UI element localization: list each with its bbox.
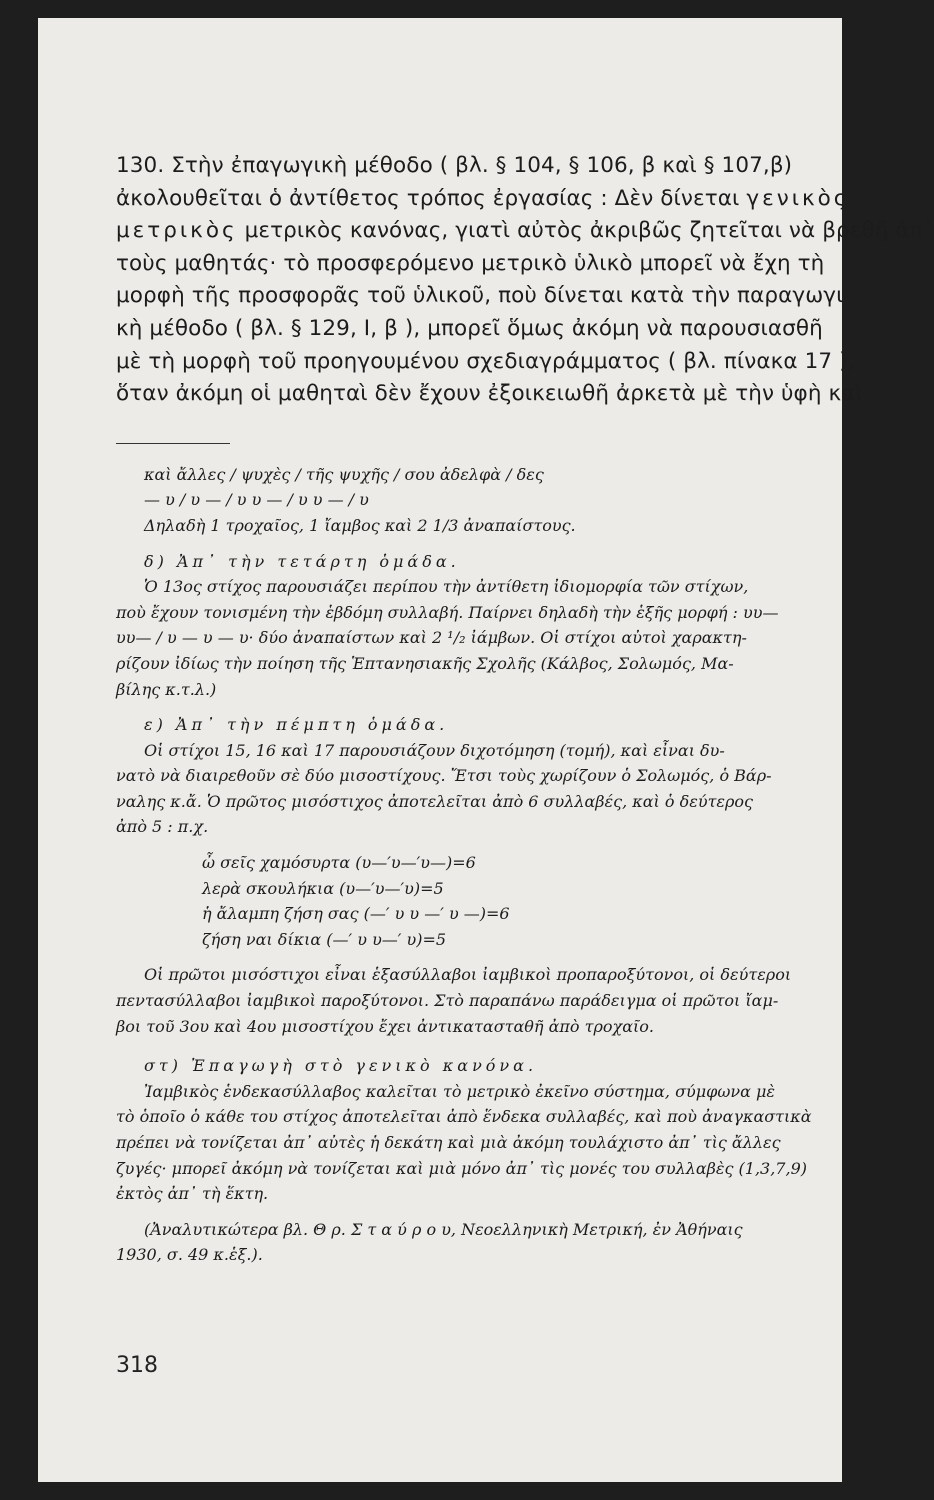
section-heading: στ) Ἐπαγωγὴ στὸ γενικὸ κανόνα. — [144, 1056, 538, 1076]
page-number: 318 — [116, 1353, 158, 1378]
text-line: μετρικὸς μετρικὸς κανόνας, γιατὶ αὐτὸς ἀκριβῶς ζητεῖται νὰ βρεθῆ ἀπ᾿ — [116, 218, 934, 244]
section-heading: ε) Ἀπ᾿ τὴν πέμπτη ὁμάδα. — [144, 715, 449, 735]
footnote-line: τὸ ὁποῖο ὁ κάθε του στίχος ἀποτελεῖται ἀπὸ ἕνδεκα συλλαβές, καὶ ποὺ ἀναγκαστικὰ — [116, 1107, 812, 1127]
reference-line: 1930, σ. 49 κ.ἑξ.). — [116, 1245, 263, 1265]
footnote-line: ζυγές· μπορεῖ ἀκόμη νὰ τονίζεται καὶ μιὰ μόνο ἀπ᾿ τὶς μονές του συλλαβὲς (1,3,7,9) — [116, 1158, 807, 1178]
section-heading: δ) Ἀπ᾿ τὴν τετάρτη ὁμάδα. — [144, 551, 460, 571]
text-line: 130. Στὴν ἐπαγωγικὴ μέθοδο ( βλ. § 104, § 106, β καὶ § 107,β) — [116, 153, 793, 178]
text-line: μὲ τὴ μορφὴ τοῦ προηγουμένου σχεδιαγράμματος ( βλ. πίνακα 17 ), — [116, 348, 855, 374]
footnote-line: πεντασύλλαβοι ἰαμβικοὶ παροξύτονοι. Στὸ παραπάνω παράδειγμα οἱ πρῶτοι ἴαμ- — [116, 991, 779, 1011]
text-line: μορφὴ τῆς προσφορᾶς τοῦ ὑλικοῦ, ποὺ δίνεται κατὰ τὴν παραγωγι- — [116, 283, 852, 309]
footnote-line: υυ— / υ — υ — υ· δύο ἀναπαίστων καὶ 2 ¹/₂ ἰάμβων. Οἱ στίχοι αὐτοὶ χαρακτη- — [116, 628, 747, 648]
verse-line: λερὰ σκουλήκια (υ—′υ—′υ)=5 — [202, 878, 444, 898]
verse-line: ζήση ναι δίκια (—′ υ υ—′ υ)=5 — [202, 929, 447, 949]
footnote-line: πρέπει νὰ τονίζεται ἀπ᾿ αὐτὲς ἡ δεκάτη καὶ μιὰ ἀκόμη τουλάχιστο ἀπ᾿ τὶς ἄλλες — [116, 1133, 781, 1152]
footnote-line: ποὺ ἔχουν τονισμένη τὴν ἑβδόμη συλλαβή. Παίρνει δηλαδὴ τὴν ἑξῆς μορφή : υυ— — [116, 602, 779, 622]
footnote-line: ναλης κ.ἄ. Ὁ πρῶτος μισόστιχος ἀποτελεῖται ἀπὸ 6 συλλαβές, καὶ ὁ δεύτερος — [116, 791, 754, 811]
footnote-line: ἐκτὸς ἀπ᾿ τὴ ἕκτη. — [116, 1184, 269, 1204]
text-line: κὴ μέθοδο ( βλ. § 129, Ι, β ), μπορεῖ ὅμως ἀκόμη νὰ παρουσιασθῆ — [116, 315, 823, 341]
footnote-line: Οἱ στίχοι 15, 16 καὶ 17 παρουσιάζουν διχοτόμηση (τομή), καὶ εἶναι δυ- — [144, 740, 725, 760]
footnote-line: Ὁ 13ος στίχος παρουσιάζει περίπου τὴν ἀντίθετη ἰδιομορφία τῶν στίχων, — [144, 577, 749, 597]
footnote-divider — [116, 443, 230, 444]
paragraph-130 — [116, 150, 934, 411]
footnote-block — [116, 462, 812, 1268]
page-content — [116, 150, 934, 1268]
footnote-line: νατὸ νὰ διαιρεθοῦν σὲ δύο μισοστίχους. Ἔτσι τοὺς χωρίζουν ὁ Σολωμός, ὁ Βάρ- — [116, 766, 772, 786]
footnote-line: Ἰαμβικὸς ἑνδεκασύλλαβος καλεῖται τὸ μετρικὸ ἐκεῖνο σύστημα, σύμφωνα μὲ — [144, 1081, 775, 1101]
footnote-line: βοι τοῦ 3ου καὶ 4ου μισοστίχου ἔχει ἀντικατασταθῆ ἀπὸ τροχαῖο. — [116, 1016, 654, 1036]
footnote-line: — υ / υ — / υ υ — / υ υ — / υ — [144, 490, 369, 510]
verse-line: ὦ σεῖς χαμόσυρτα (υ—′υ—′υ—)=6 — [202, 853, 476, 873]
footnote-line: καὶ ἄλλες / ψυχὲς / τῆς ψυχῆς / σου ἀδελφὰ / δες — [144, 464, 544, 484]
text-line: ἀκολουθεῖται ὁ ἀντίθετος τρόπος ἐργασίας : Δὲν δίνεται γενικὸς — [116, 185, 850, 211]
footnote-line: ἀπὸ 5 : π.χ. — [116, 817, 209, 837]
footnote-line: βίλης κ.τ.λ.) — [116, 679, 217, 699]
reference-line: (Ἀναλυτικώτερα βλ. Θ ρ. Σ τ α ύ ρ ο υ, Νεοελληνικὴ Μετρική, ἐν Ἀθήναις — [144, 1219, 743, 1239]
book-page — [38, 18, 934, 1482]
text-line: ὅταν ἀκόμη οἱ μαθηταὶ δὲν ἔχουν ἐξοικειωθῆ ἀρκετὰ μὲ τὴν ὑφὴ καὶ — [116, 381, 863, 407]
footnote-line: ρίζουν ἰδίως τὴν ποίηση τῆς Ἑπτανησιακῆς Σχολῆς (Κάλβος, Σολωμός, Μα- — [116, 653, 734, 673]
footnote-line: Δηλαδὴ 1 τροχαῖος, 1 ἴαμβος καὶ 2 1/3 ἀναπαίστους. — [144, 515, 576, 535]
text-line: τοὺς μαθητάς· τὸ προσφερόμενο μετρικὸ ὑλικὸ μπορεῖ νὰ ἔχη τὴ — [116, 250, 825, 276]
verse-line: ἡ ἄλαμπη ζήση σας (—′ υ υ —′ υ —)=6 — [202, 904, 510, 924]
footnote-line: Οἱ πρῶτοι μισόστιχοι εἶναι ἑξασύλλαβοι ἰαμβικοὶ προπαροξύτονοι, οἱ δεύτεροι — [144, 965, 792, 985]
